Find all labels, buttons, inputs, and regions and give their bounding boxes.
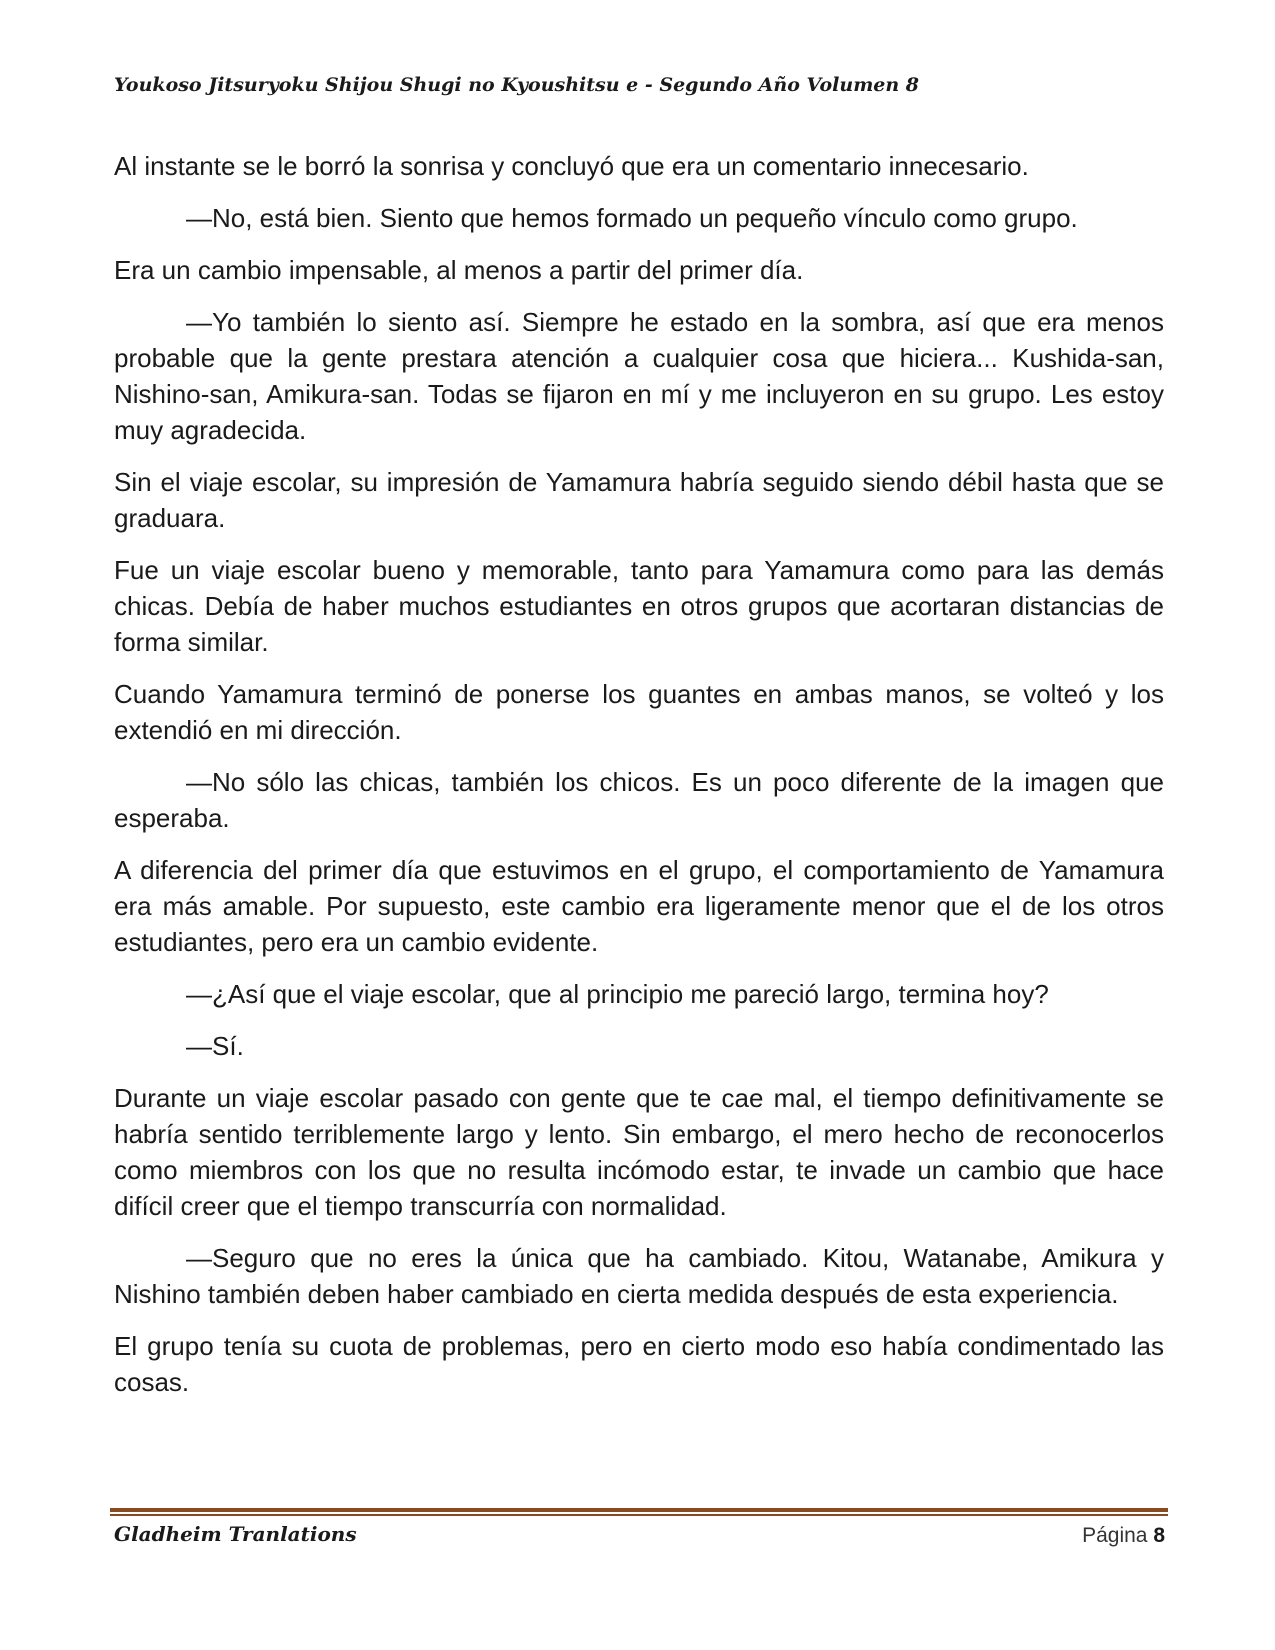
- paragraph: Al instante se le borró la sonrisa y concluyó que era un comentario innecesario.: [114, 151, 1029, 181]
- paragraph: Fue un viaje escolar bueno y memorable, tanto para Yamamura como para las demás chicas. Debía de haber muchos estudiantes en otros grupos que acortaran distancias de forma similar.: [114, 555, 1164, 657]
- footer-divider-thick: [110, 1508, 1168, 1512]
- footer-divider: [110, 1508, 1168, 1517]
- page-number-label: [1082, 1524, 1165, 1548]
- dialogue-paragraph: —No sólo las chicas, también los chicos. Es un poco diferente de la imagen que esperaba.: [114, 767, 1164, 833]
- page-body: [114, 148, 1164, 1416]
- paragraph: Cuando Yamamura terminó de ponerse los guantes en ambas manos, se volteó y los extendió en mi dirección.: [114, 679, 1164, 745]
- dialogue-paragraph: —No, está bien. Siento que hemos formado un pequeño vínculo como grupo.: [186, 203, 1078, 233]
- paragraph: A diferencia del primer día que estuvimos en el grupo, el comportamiento de Yamamura era más amable. Por supuesto, este cambio era ligeramente menor que el de los otros estudiantes, pero era un cambio evidente.: [114, 855, 1164, 957]
- footer-credit: Gladheim Tranlations: [114, 1522, 357, 1546]
- page-label: Página: [1082, 1524, 1148, 1547]
- paragraph: Durante un viaje escolar pasado con gente que te cae mal, el tiempo definitivamente se habría sentido terriblemente largo y lento. Sin embargo, el mero hecho de reconocerlos como miembros con los que no resulta incómodo estar, te invade un cambio que hace difícil creer que el tiempo transcurría con normalidad.: [114, 1083, 1164, 1221]
- dialogue-paragraph: —Sí.: [186, 1031, 244, 1061]
- running-header: Youkoso Jitsuryoku Shijou Shugi no Kyoushitsu e - Segundo Año Volumen 8: [114, 74, 920, 96]
- footer-divider-thin: [110, 1514, 1168, 1516]
- dialogue-paragraph: —Yo también lo siento así. Siempre he estado en la sombra, así que era menos probable que la gente prestara atención a cualquier cosa que hiciera... Kushida-san, Nishino-san, Amikura-san. Todas se fijaron en mí y me incluyeron en su grupo. Les estoy muy agradecida.: [114, 307, 1164, 445]
- page-number: 8: [1153, 1524, 1165, 1547]
- dialogue-paragraph: —¿Así que el viaje escolar, que al principio me pareció largo, termina hoy?: [186, 979, 1049, 1009]
- paragraph: Sin el viaje escolar, su impresión de Yamamura habría seguido siendo débil hasta que se graduara.: [114, 467, 1164, 533]
- dialogue-paragraph: —Seguro que no eres la única que ha cambiado. Kitou, Watanabe, Amikura y Nishino también deben haber cambiado en cierta medida después de esta experiencia.: [114, 1243, 1164, 1309]
- paragraph: El grupo tenía su cuota de problemas, pero en cierto modo eso había condimentado las cosas.: [114, 1331, 1164, 1397]
- paragraph: Era un cambio impensable, al menos a partir del primer día.: [114, 255, 804, 285]
